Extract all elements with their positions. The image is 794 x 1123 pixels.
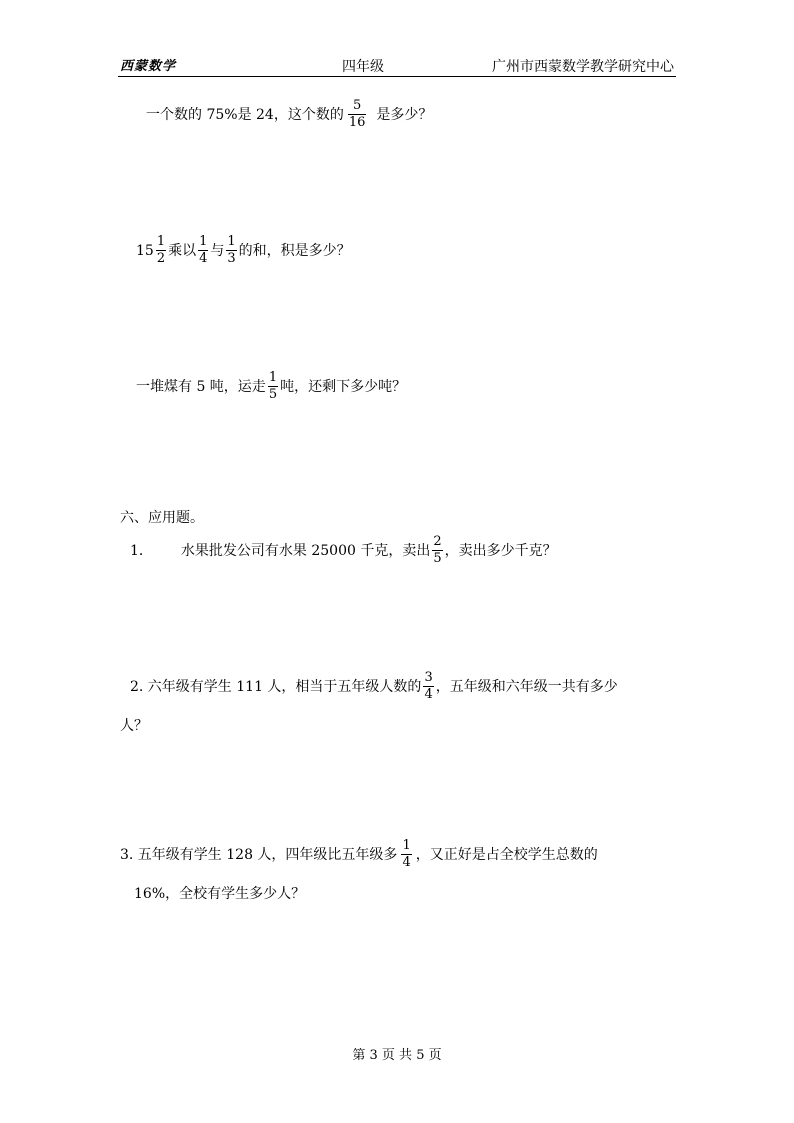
application-3-text-3: 16%，全校有学生多少人？: [134, 886, 306, 902]
numerator: 1: [268, 370, 278, 385]
numerator: 1: [227, 234, 236, 249]
brand-logo-text: 西蒙数学: [120, 59, 177, 74]
header-organization: 广州市西蒙数学教学研究中心: [492, 59, 674, 75]
application-2-text-3: 人？: [120, 718, 148, 734]
denominator: 4: [199, 251, 208, 266]
question-number: 1．: [130, 542, 153, 559]
application-3-text-2: ，又正好是占全校学生总数的: [415, 846, 598, 863]
numerator: 1: [199, 234, 208, 249]
fraction: [198, 234, 208, 267]
question-b-whole: 15: [136, 242, 154, 259]
application-question-2-continued: [120, 716, 148, 736]
denominator: 5: [433, 551, 442, 566]
fraction: [226, 234, 236, 267]
question-a: [146, 98, 432, 131]
page-footer: 第 3 页 共 5 页: [352, 1048, 442, 1063]
question-c-text-1: 一堆煤有 5 吨，运走: [136, 378, 266, 395]
application-2-text-2: ，五年级和六年级一共有多少: [435, 678, 618, 695]
denominator: 3: [227, 251, 236, 266]
question-b-text-3: 与: [210, 242, 225, 259]
application-question-1: [130, 534, 557, 567]
question-a-text-2: 是多少？: [376, 106, 433, 123]
denominator: 5: [268, 387, 278, 402]
application-3-text-1: 3. 五年级有学生 128 人，四年级比五年级多: [120, 846, 398, 863]
denominator: 4: [402, 855, 411, 870]
section-title-text: 六、应用题。: [120, 510, 204, 526]
application-question-3: [120, 838, 598, 871]
application-question-3-continued: [134, 884, 305, 904]
denominator: 2: [156, 251, 166, 266]
numerator: 3: [424, 670, 433, 685]
numerator: 1: [156, 234, 166, 249]
question-b: [136, 234, 351, 267]
fraction: [432, 534, 442, 567]
denominator: 4: [424, 687, 433, 702]
fraction: [401, 838, 411, 871]
fraction: [156, 234, 166, 267]
numerator: 1: [402, 838, 411, 853]
question-b-text-4: 的和，积是多少？: [238, 242, 351, 259]
application-1-text-1: 水果批发公司有水果 25000 千克，卖出: [180, 542, 431, 559]
question-b-text-2: 乘以: [168, 242, 197, 259]
denominator: 16: [348, 115, 366, 130]
question-c-text-2: 吨，还剩下多少吨？: [280, 378, 407, 395]
question-c: [136, 370, 406, 403]
fraction: [423, 670, 433, 703]
application-1-text-2: ，卖出多少千克？: [444, 542, 557, 559]
numerator: 2: [433, 534, 442, 549]
fraction: [348, 98, 367, 131]
fraction: [268, 370, 278, 403]
page-header: [118, 58, 676, 77]
numerator: 5: [352, 98, 362, 113]
section-title: [120, 508, 204, 528]
application-question-2: [130, 670, 618, 703]
application-2-text-1: 2. 六年级有学生 111 人，相当于五年级人数的: [130, 678, 422, 695]
question-a-text-1: 一个数的 75%是 24，这个数的: [146, 106, 344, 123]
header-grade: 四年级: [342, 59, 384, 75]
